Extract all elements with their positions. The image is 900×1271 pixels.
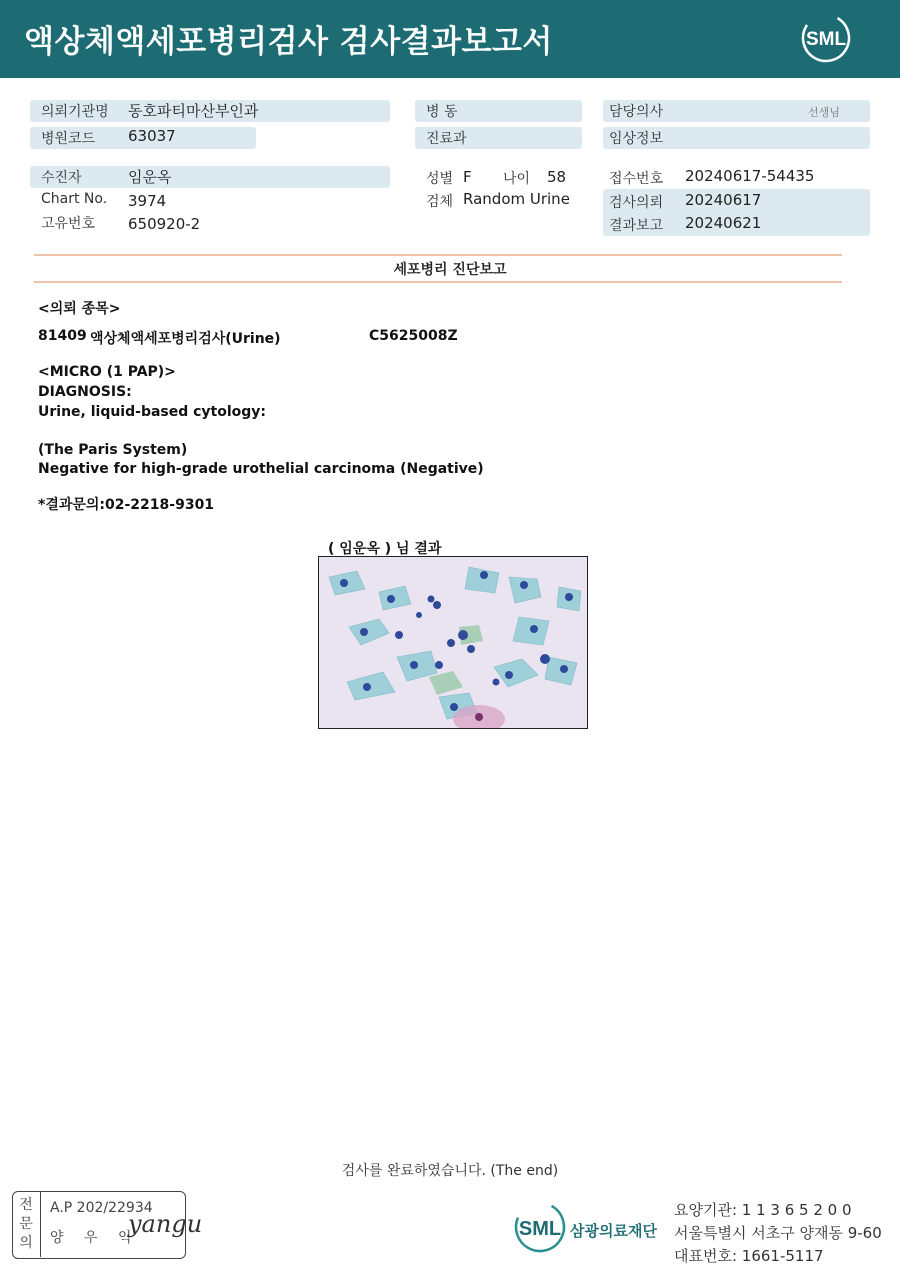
unique-no-value: 650920-2 [128,215,201,233]
institution-label: 의뢰기관명 [41,104,109,120]
image-caption: ( 임운옥 ) 님 결과 [328,541,442,557]
micro-header: <MICRO (1 PAP)> [38,364,176,380]
hospital-code-label: 병원코드 [41,131,96,147]
stamp-side-char: 의 [19,1235,33,1251]
paris-system: (The Paris System) [38,442,188,458]
chart-no-label: Chart No. [41,191,108,207]
receipt-no-value: 20240617-54435 [685,167,815,185]
specimen-label: 검체 [426,194,454,210]
test-id: C5625008Z [369,328,458,344]
request-date-label: 검사의뢰 [609,195,664,211]
department-label: 진료과 [426,131,467,147]
stamp-name: 양 우 익 [50,1230,140,1246]
sml-logo-text: SML [805,29,847,50]
doctor-label: 담당의사 [609,104,664,120]
report-date-label: 결과보고 [609,218,664,234]
org-name: 삼광의료재단 [570,1222,657,1240]
org-phone: 대표번호: 1661-5117 [674,1247,824,1265]
section-rule-top [34,254,842,256]
specimen-value: Random Urine [463,190,570,208]
report-end-text: 검사를 완료하였습니다. (The end) [341,1163,559,1179]
receipt-no-label: 접수번호 [609,171,664,187]
cytology-image [318,556,588,729]
clinical-info-label: 임상정보 [609,131,664,147]
section-rule-bottom [34,281,842,283]
diagnosis-label: DIAGNOSIS: [38,384,132,400]
request-date-value: 20240617 [685,191,762,209]
org-address: 서울특별시 서초구 양재동 9-60 [674,1224,882,1242]
stamp-license: A.P 202/22934 [50,1200,153,1216]
diagnosis-specimen: Urine, liquid-based cytology: [38,404,267,420]
bar-patient [30,166,390,188]
hospital-code-value: 63037 [128,127,176,145]
report-date-value: 20240621 [685,214,762,232]
inquiry-phone: *결과문의:02-2218-9301 [38,497,215,513]
unique-no-label: 고유번호 [41,216,96,232]
sml-footer-logo-icon [510,1198,570,1256]
patient-label: 수진자 [41,170,82,186]
institution-code: 요양기관: 1 1 3 6 5 2 0 0 [674,1201,852,1219]
report-title: 액상체액세포병리검사 검사결과보고서 [24,24,553,60]
sml-logo-icon [800,12,852,64]
request-items-header: <의뢰 종목> [38,301,121,317]
stamp-side-text [12,1196,40,1253]
test-code: 81409 [38,328,87,344]
sex-label: 성별 [426,171,454,187]
sex-value: F [463,168,472,186]
sml-footer-logo-text: SML [518,1218,562,1240]
stamp-side-char: 문 [19,1216,33,1232]
doctor-suffix: 선생님 [808,106,840,119]
age-label: 나이 [503,171,531,187]
signature: yangu [128,1210,203,1238]
section-title: 세포병리 진단보고 [393,262,507,278]
stamp-side-char: 전 [19,1197,33,1213]
institution-value: 동호파티마산부인과 [128,102,259,120]
chart-no-value: 3974 [128,192,167,210]
test-name: 액상체액세포병리검사(Urine) [90,331,281,347]
ward-label: 병 동 [426,104,458,120]
patient-value: 임운옥 [128,168,172,186]
age-value: 58 [547,168,567,186]
diagnosis-result: Negative for high-grade urothelial carcinoma (Negative) [38,461,484,477]
